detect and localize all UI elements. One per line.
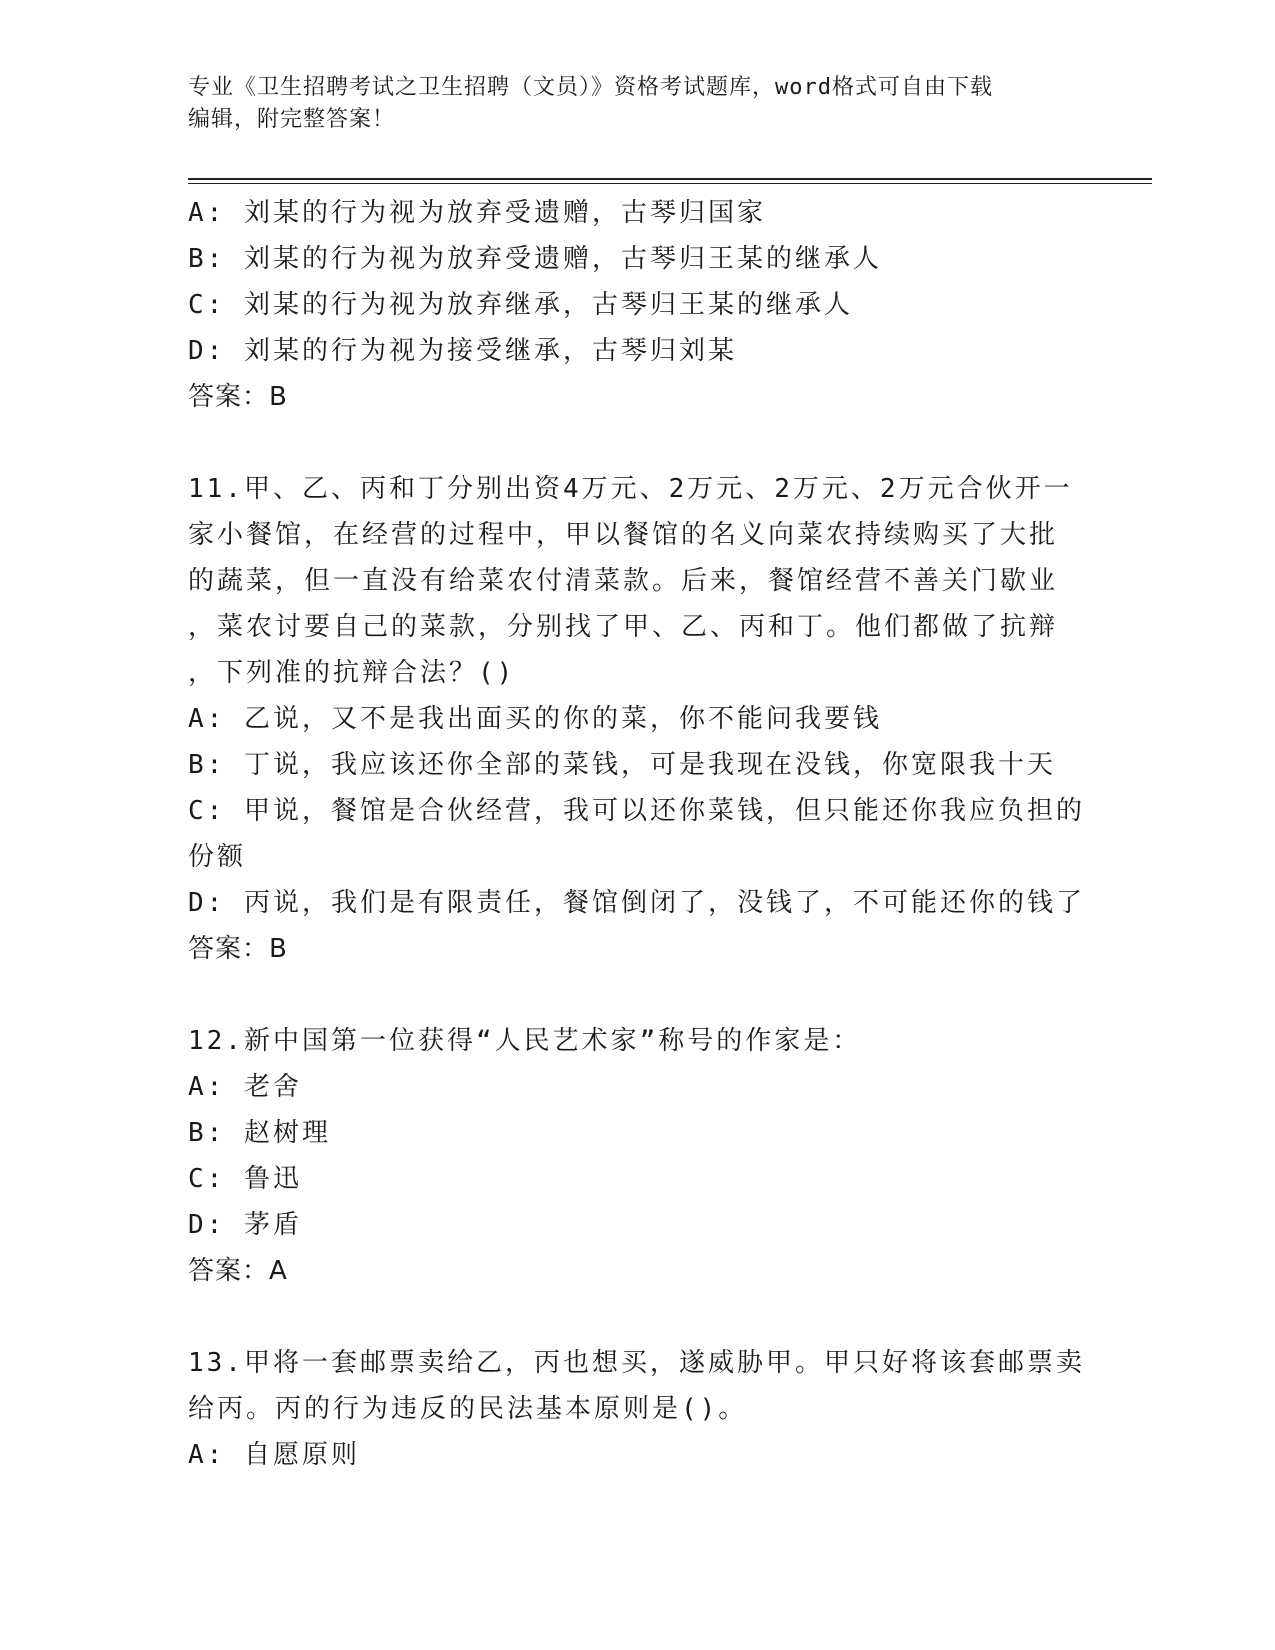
answer: 答案：A — [188, 1256, 288, 1286]
option-c: C: 甲说，餐馆是合伙经营，我可以还你菜钱，但只能还你我应负担的 — [188, 796, 1085, 826]
question-stem-line: 12.新中国第一位获得“人民艺术家”称号的作家是： — [188, 1026, 862, 1056]
option-a: A: 老舍 — [188, 1072, 302, 1102]
answer: 答案：B — [188, 382, 288, 412]
option-d: D: 刘某的行为视为接受继承，古琴归刘某 — [188, 336, 737, 366]
question-stem-line: 13.甲将一套邮票卖给乙，丙也想买，遂威胁甲。甲只好将该套邮票卖 — [188, 1348, 1085, 1378]
question-12 — [188, 1018, 1088, 1294]
question-stem-line: 11.甲、乙、丙和丁分别出资4万元、2万元、2万元、2万元合伙开一 — [188, 474, 1073, 504]
header-divider-thin — [188, 183, 1152, 184]
question-stem-line: ，下列准的抗辩合法？() — [188, 658, 516, 688]
option-c-continued: 份额 — [188, 842, 247, 872]
option-b: B: 刘某的行为视为放弃受遗赠，古琴归王某的继承人 — [188, 244, 882, 274]
option-d: D: 茅盾 — [188, 1210, 302, 1240]
document-header — [188, 72, 1088, 136]
option-c: C: 鲁迅 — [188, 1164, 302, 1194]
option-a: A: 刘某的行为视为放弃受遗赠，古琴归国家 — [188, 198, 766, 228]
option-b: B: 赵树理 — [188, 1118, 331, 1148]
header-line-1: 专业《卫生招聘考试之卫生招聘（文员）》资格考试题库，word格式可自由下载 — [188, 75, 993, 100]
option-a: A: 乙说，又不是我出面买的你的菜，你不能问我要钱 — [188, 704, 882, 734]
header-line-2: 编辑，附完整答案！ — [188, 107, 396, 132]
option-b: B: 丁说，我应该还你全部的菜钱，可是我现在没钱，你宽限我十天 — [188, 750, 1056, 780]
question-stem-line: 家小餐馆，在经营的过程中，甲以餐馆的名义向菜农持续购买了大批 — [188, 520, 1059, 550]
question-10 — [188, 190, 1088, 420]
answer: 答案：B — [188, 934, 288, 964]
question-13 — [188, 1340, 1088, 1478]
header-divider-thick — [188, 178, 1152, 180]
option-a: A: 自愿原则 — [188, 1440, 360, 1470]
question-stem-line: ，菜农讨要自己的菜款，分别找了甲、乙、丙和丁。他们都做了抗辩 — [188, 612, 1059, 642]
option-d: D: 丙说，我们是有限责任，餐馆倒闭了，没钱了，不可能还你的钱了 — [188, 888, 1085, 918]
question-stem-line: 的蔬菜，但一直没有给菜农付清菜款。后来，餐馆经营不善关门歇业 — [188, 566, 1059, 596]
question-11 — [188, 466, 1088, 972]
question-list — [188, 190, 1088, 1478]
option-c: C: 刘某的行为视为放弃继承，古琴归王某的继承人 — [188, 290, 853, 320]
question-stem-line: 给丙。丙的行为违反的民法基本原则是()。 — [188, 1394, 748, 1424]
